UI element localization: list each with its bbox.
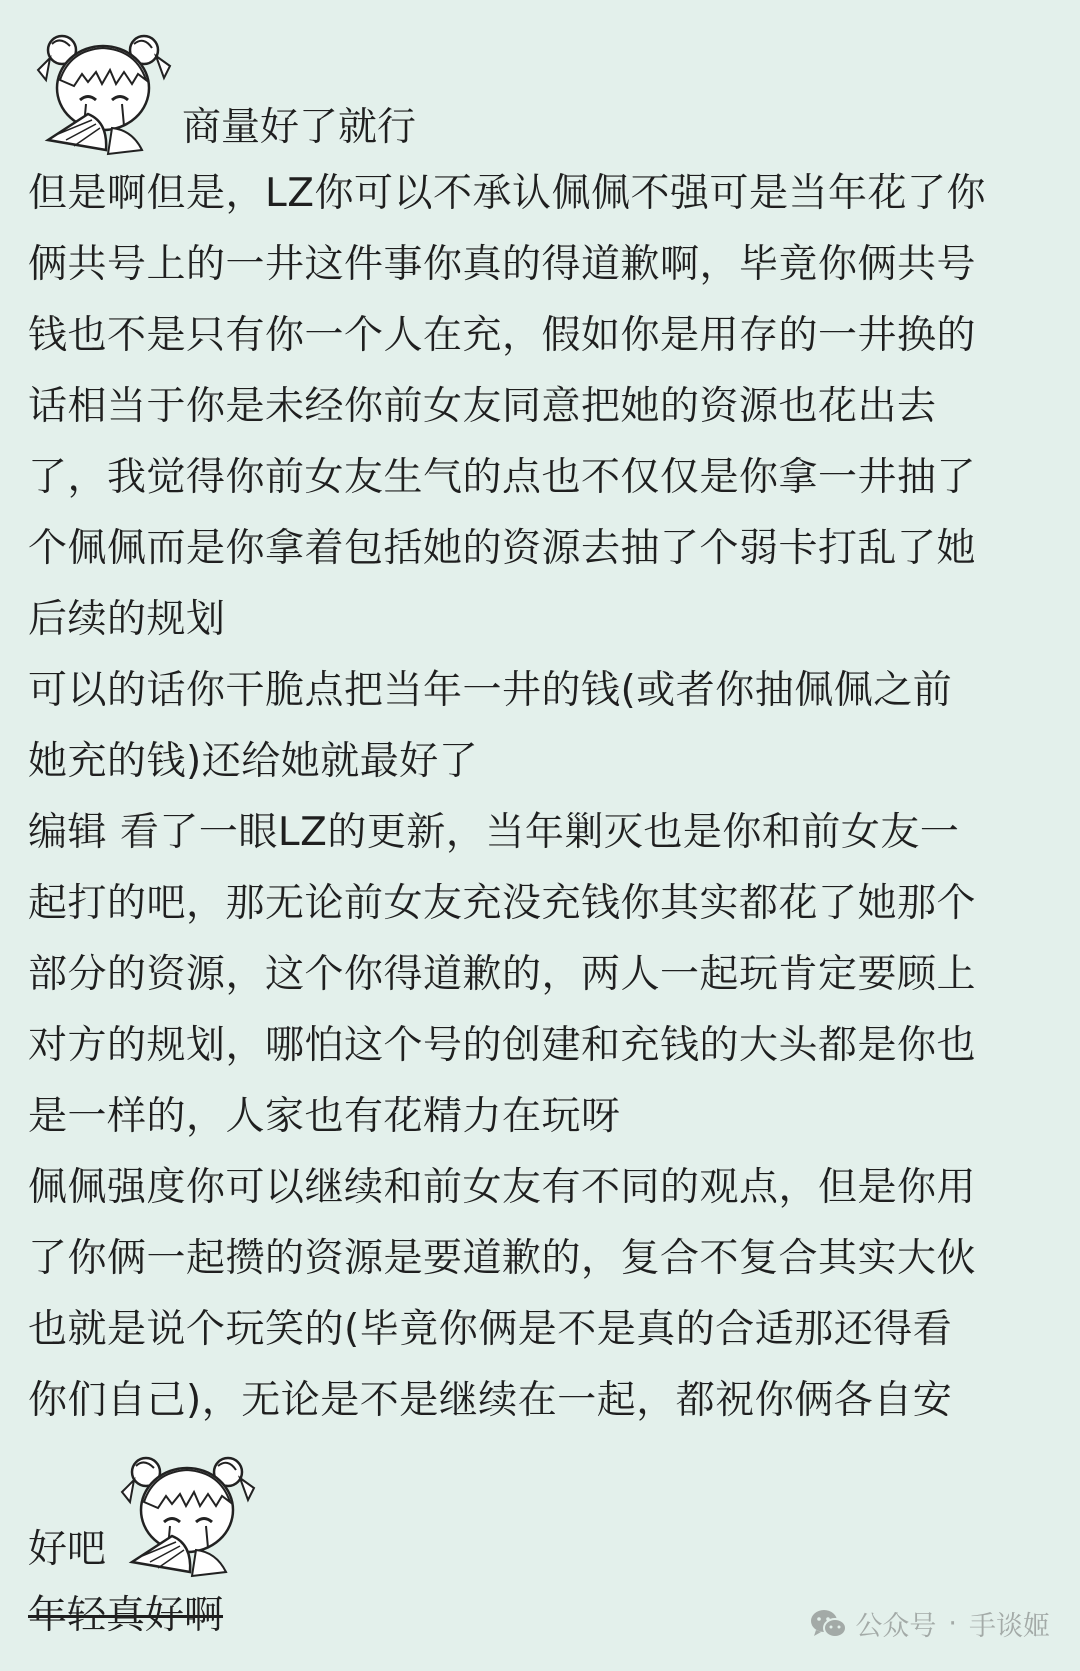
text-line: 起打的吧，那无论前女友充没充钱你其实都花了她那个: [28, 881, 977, 926]
strikethrough-text: 年轻真好啊: [28, 1593, 224, 1638]
paragraph: [28, 655, 1058, 797]
kagura-emoji-icon: [112, 1450, 262, 1578]
text-line: 俩共号上的一井这件事你真的得道歉啊，毕竟你俩共号: [28, 242, 977, 287]
paragraph: [28, 158, 1058, 655]
paragraph: [28, 1152, 1058, 1436]
text-line: 佩佩强度你可以继续和前女友有不同的观点，但是你用: [28, 1165, 977, 1210]
text-line: 你们自己)，无论是不是继续在一起，都祝你俩各自安: [28, 1378, 953, 1423]
paragraph: [28, 797, 1058, 1152]
text-line: 部分的资源，这个你得道歉的，两人一起玩肯定要顾上: [28, 952, 977, 997]
tail-row: [28, 1450, 1058, 1578]
text-line: 可以的话你干脆点把当年一井的钱(或者你抽佩佩之前: [28, 668, 953, 713]
text-line: 但是啊但是，LZ你可以不承认佩佩不强可是当年花了你: [28, 171, 986, 216]
text-line: 了，我觉得你前女友生气的点也不仅仅是你拿一井抽了: [28, 455, 977, 500]
header-row: [28, 28, 416, 156]
text-line: 她充的钱)还给她就最好了: [28, 739, 479, 784]
text-line: 后续的规划: [28, 597, 226, 642]
text-line: 是一样的，人家也有花精力在玩呀: [28, 1094, 621, 1139]
text-line: 了你俩一起攒的资源是要道歉的，复合不复合其实大伙: [28, 1236, 977, 1281]
post-body: [28, 158, 1058, 1436]
text-line: 钱也不是只有你一个人在充，假如你是用存的一井换的: [28, 313, 977, 358]
watermark: [809, 1604, 1050, 1643]
watermark-account: 手谈姬: [969, 1611, 1050, 1642]
wechat-icon: [809, 1608, 847, 1640]
tail-text: 好吧: [28, 1527, 107, 1572]
text-line: 也就是说个玩笑的(毕竟你俩是不是真的合适那还得看: [28, 1307, 953, 1352]
watermark-separator: ·: [948, 1608, 957, 1639]
text-line: 话相当于你是未经你前女友同意把她的资源也花出去: [28, 384, 937, 429]
text-line: 个佩佩而是你拿着包括她的资源去抽了个弱卡打乱了她: [28, 526, 977, 571]
header-caption: 商量好了就行: [182, 105, 417, 150]
text-line: 编辑 看了一眼LZ的更新，当年剿灭也是你和前女友一: [28, 810, 960, 855]
text-line: 对方的规划，哪怕这个号的创建和充钱的大头都是你也: [28, 1023, 977, 1068]
watermark-platform: 公众号: [855, 1611, 937, 1642]
kagura-emoji-icon: [28, 28, 178, 156]
